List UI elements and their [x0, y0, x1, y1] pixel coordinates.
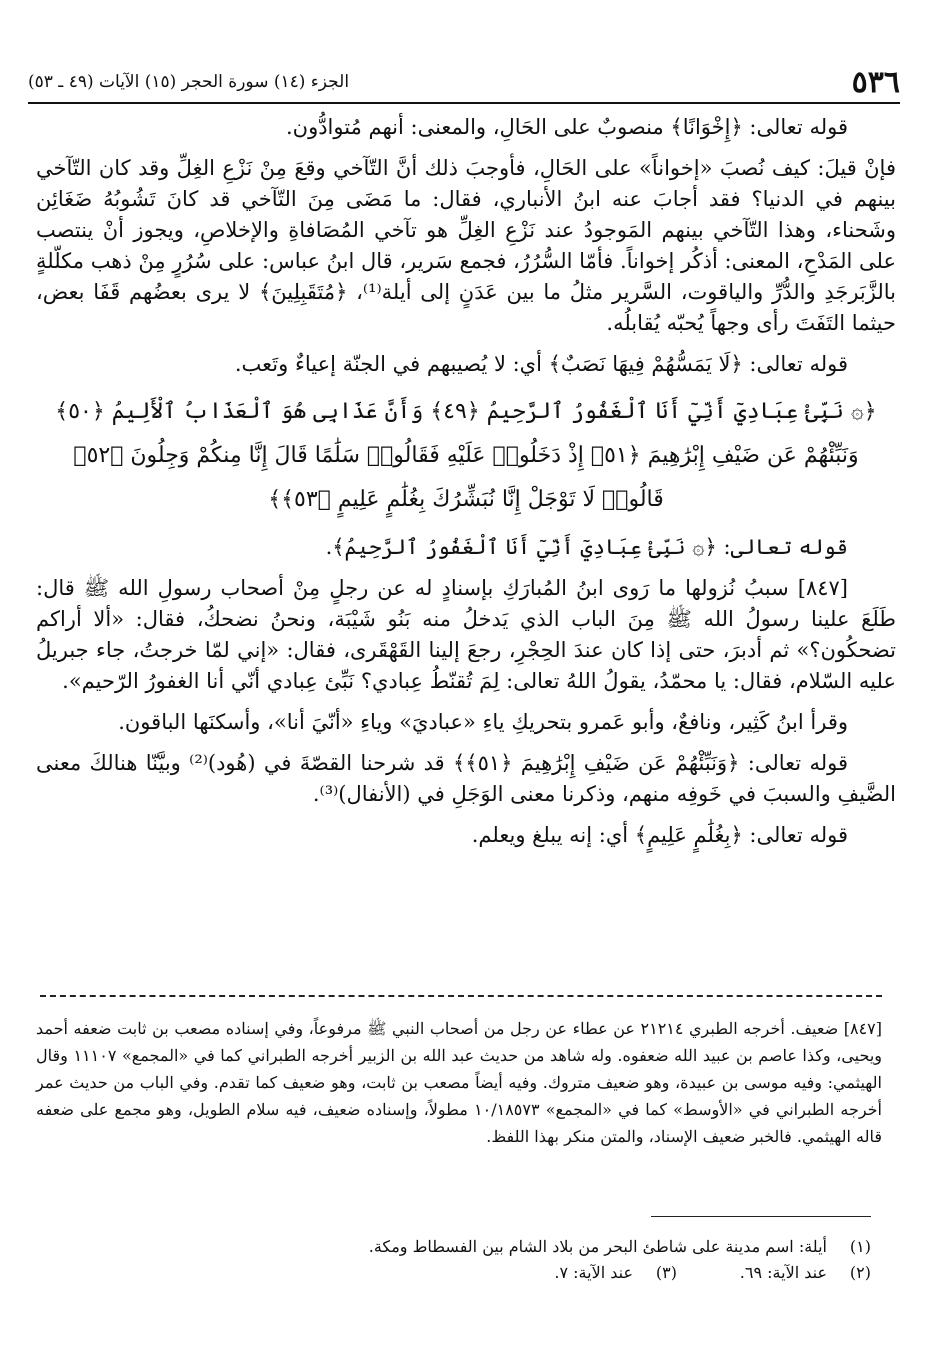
footnote	[71, 1260, 871, 1286]
paragraph: قوله تعالى: ﴿لَا يَمَسُّهُمْ فِيهَا نَصَبٌ﴾ أي: لا يُصيبهم في الجنّة إعياءٌ وتَعب.	[234, 352, 848, 376]
dashed-separator	[40, 995, 882, 997]
footnote-separator	[651, 1216, 871, 1217]
running-title: الجزء (١٤) سورة الحجر (١٥) الآيات (٤٩ ـ ٥٣)	[28, 72, 350, 92]
footnotes	[71, 1234, 871, 1286]
page-header	[28, 62, 900, 104]
paragraph: قوله تعالى: ﴿۞ نَبِّئْ عِبَادِيٓ أَنِّيٓ أَنَا ٱلْغَفُورُ ٱلرَّحِيمُ﴾.	[325, 535, 848, 559]
main-text	[36, 112, 896, 861]
paragraph: قوله تعالى: ﴿إِخْوَانًا﴾ منصوبٌ على الحَالِ، والمعنى: أنهم مُتوادُّون.	[285, 115, 848, 139]
paragraph: قوله تعالى: ﴿وَنَبِّئْهُمْ عَن ضَيْفِ إِبْرَٰهِيمَ ﴿٥١﴾﴾ قد شرحنا القصّةَ في (هُود)⁽²⁾ وبيَّنّا هنالكَ معنى الضَّيفِ والسببَ في خَوفِه منهم، وذكرنا معنى الوَجَلِ في (الأنفال)⁽³⁾.	[36, 751, 896, 806]
hadith-paragraph: [٨٤٧] سببُ نُزولها ما رَوى ابنُ المُبارَكِ بإسنادٍ له عن رجلٍ مِنْ أصحاب رسولِ الله ﷺ قال: طَلَعَ علينا رسولُ الله ﷺ مِنَ الباب الذي يَدخلُ منه بَنُو شَيْبَة، ونحنُ نضحكُ، فقال: «ألا أراكم تضحكُون؟» ثم أدبرَ، حتى إذا كان عندَ الحِجْرِ، رجعَ إلينا القَهْقَرى، فقال: «إني لمّا خرجتُ، جاء جبريلُ عليه السّلام، فقال: يا محمّدُ، يقولُ اللهُ تعالى: لِمَ تُقنّطُ عِبادي؟ نَبِّئ عِبادي أنّي أنا الغفورُ الرّحيم».	[36, 576, 896, 693]
footnote-number: (١)	[849, 1237, 871, 1256]
footnote-text: أيلة: اسم مدينة على شاطئ البحر من بلاد الشام بين الفسطاط ومكة.	[368, 1237, 827, 1256]
footnote-number: (٢)	[849, 1263, 871, 1282]
footnote-text: عند الآية: ٧.	[554, 1263, 633, 1282]
quran-verses-block: ﴿۞ نَبِّئْ عِبَادِيٓ أَنِّيٓ أَنَا ٱلْغَفُورُ ٱلرَّحِيمُ ﴿٤٩﴾ وَأَنَّ عَذَابِى هُوَ ٱلْعَذَابُ ٱلْأَلِيمُ ﴿٥٠﴾ وَنَبِّئْهُمْ عَن ضَيْفِ إِبْرَٰهِيمَ ﴿٥١﴾ إِذْ دَخَلُوا۟ عَلَيْهِ فَقَالُوا۟ سَلَٰمًا قَالَ إِنَّا مِنكُمْ وَجِلُونَ ﴿٥٢﴾ قَالُوا۟ لَا تَوْجَلْ إِنَّا نُبَشِّرُكَ بِغُلَٰمٍ عَلِيمٍ ﴿٥٣﴾﴾	[55, 399, 877, 512]
footnote-number: (٣)	[655, 1263, 677, 1282]
takhrij-note: [٨٤٧] ضعيف. أخرجه الطبري ٢١٢١٤ عن عطاء عن رجل من أصحاب النبي ﷺ مرفوعاً، وفي إسناده مصعب بن ثابت ضعفه أحمد ويحيى، وكذا عاصم بن عبيد الله ضعفوه. وله شاهد من حديث عبد الله بن الزبير أخرجه الطبراني كما في «المجمع» ١١١٠٧ وقال الهيثمي: وفيه موسى بن عبيدة، وهو ضعيف متروك. وفيه أيضاً مصعب بن ثابت، وهو ضعيف كما تقدم. وفي الباب من حديث عمر أخرجه الطبراني في «الأوسط» كما في «المجمع» ١٠/١٨٥٧٣ مطولاً، وإسناده ضعيف، فيه سلام الطويل، وهو مجمع على ضعفه قاله الهيثمي. فالخبر ضعيف الإسناد، والمتن منكر بهذا اللفظ.	[36, 1019, 883, 1146]
page-number: ٥٣٦	[851, 64, 900, 100]
footnote-text: عند الآية: ٦٩.	[739, 1263, 827, 1282]
paragraph: فإنْ قيلَ: كيف نُصبَ «إخواناً» على الحَالِ، فأوجبَ ذلك أنَّ التّآخي وقعَ مِنْ نَزْعِ الغِلِّ وقد كان التّآخي بينهم في الدنيا؟ فقد أجابَ عنه ابنُ الأنباري، فقال: ما مَضَى مِنَ التّآخي قد كانَ تَشُوبُهُ ضَغَائِن وشَحناء، وهذا التّآخي بينهم المَوجودُ عند نَزْعِ الغِلِّ هو تآخي المُصَافاةِ والإخلاصِ، ويجوز أنْ ينتصب على المَدْحِ، المعنى: أذكُر إخواناً. فأمّا السُّرُرُ، فجمع سَرير، قال ابنُ عباس: على سُرُرٍ مِنْ ذهب مكلّلةٍ بالزَّبَرجَدِ والدُّرِّ والياقوت، السَّرير مثلُ ما بين عَدَنٍ إلى أيلة⁽¹⁾، ﴿مُتَقَبِلِينَ﴾ لا يرى بعضُهم قَفَا بعض، حيثما التَفَتَ رأى وجهاً يُحبّه يُقابلُه.	[36, 156, 897, 335]
paragraph: قوله تعالى: ﴿بِغُلَٰمٍ عَلِيمٍ﴾ أي: إنه يبلغ ويعلم.	[471, 823, 848, 847]
paragraph: وقرأ ابنُ كَثِير، ونافعٌ، وأبو عَمرو بتحريكِ ياءِ «عباديَ» وياءِ «أنّيَ أنا»، وأسكنَها الباقون.	[118, 710, 848, 734]
footnote	[71, 1234, 871, 1260]
